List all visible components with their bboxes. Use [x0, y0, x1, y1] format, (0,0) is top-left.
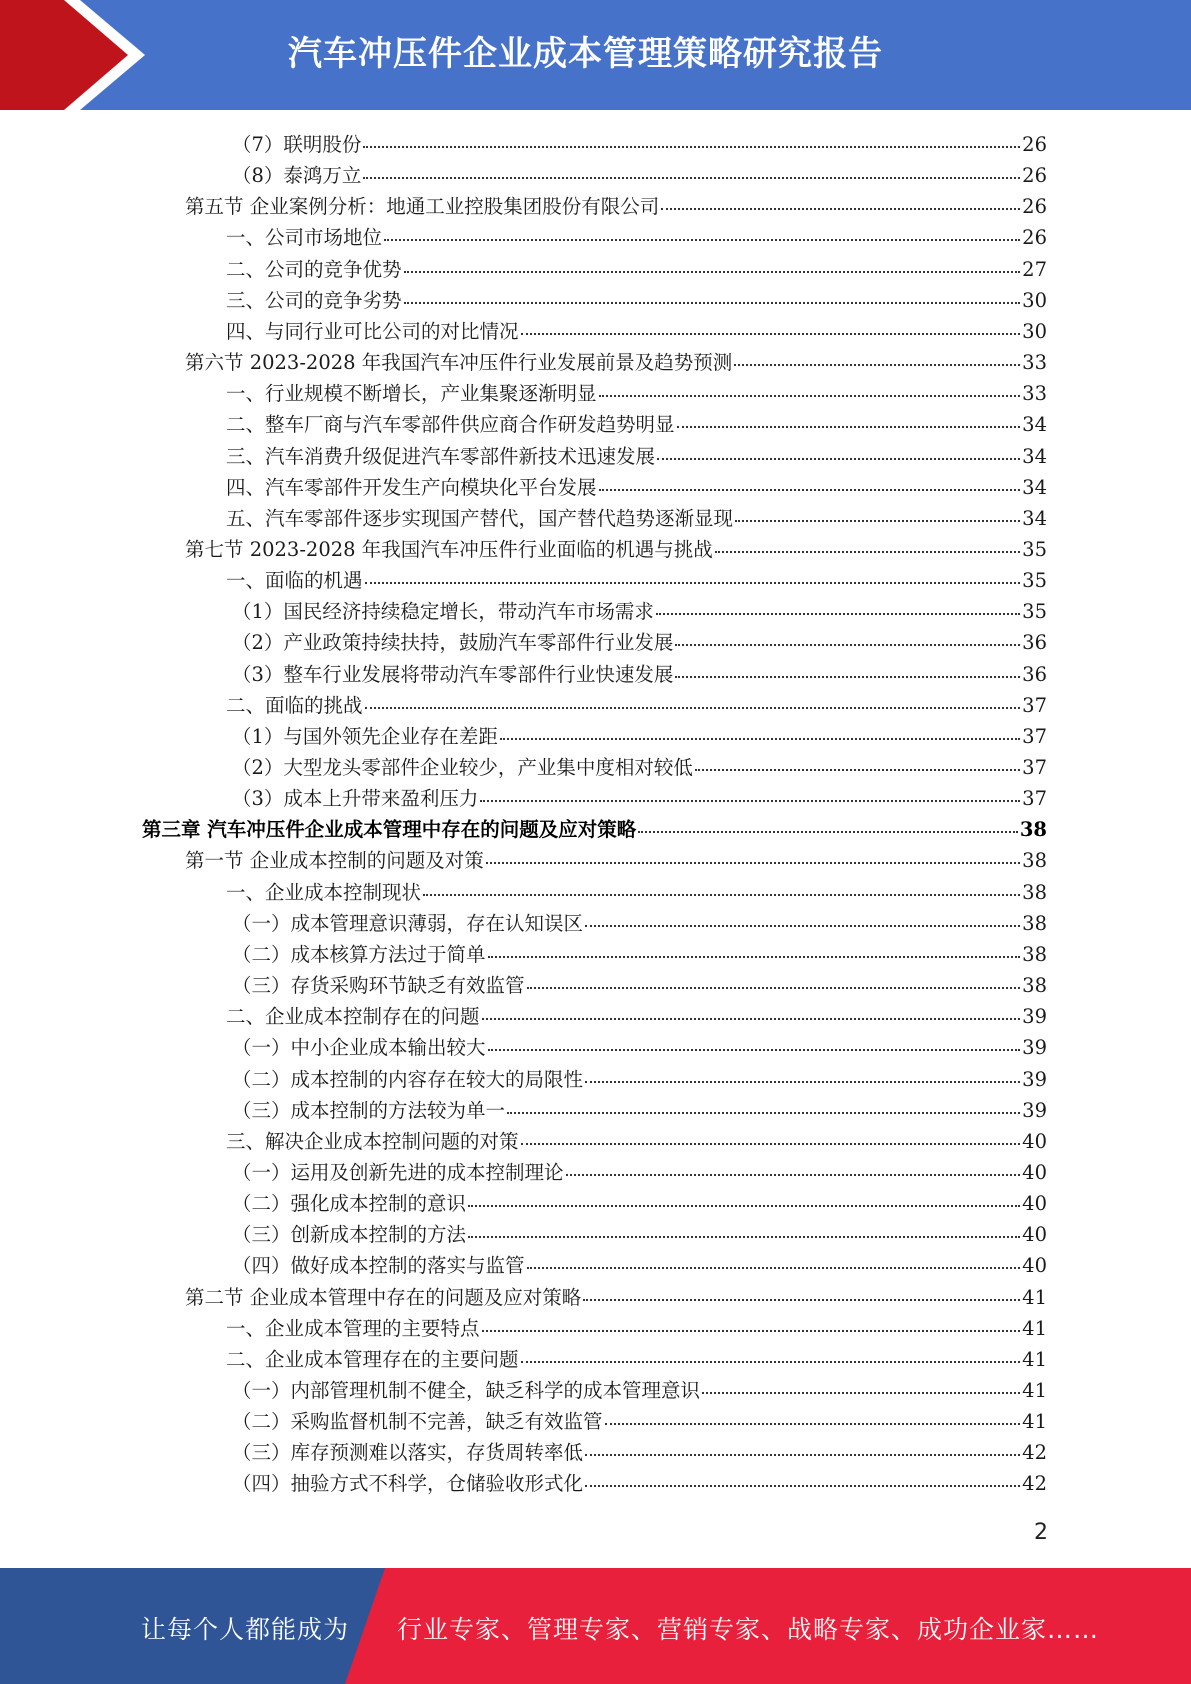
- toc-entry-title: （三）成本控制的方法较为单一: [232, 1098, 506, 1122]
- toc-entry: [232, 1061, 1047, 1092]
- toc-entry-title: 第五节 企业案例分析：地通工业控股集团股份有限公司: [185, 195, 660, 219]
- footer-slogan-left: 让每个人都能成为: [141, 1615, 350, 1644]
- toc-leader-dots: [363, 146, 1020, 148]
- toc-entry-page: 30: [1022, 288, 1047, 312]
- toc-entry-page: 36: [1022, 631, 1047, 655]
- toc-entry-page: 30: [1022, 319, 1047, 343]
- toc-entry-title: （四）做好成本控制的落实与监管: [232, 1254, 525, 1278]
- toc-entry: [232, 1434, 1047, 1465]
- toc-entry: [226, 282, 1047, 313]
- toc-leader-dots: [365, 707, 1021, 709]
- toc-entry-page: 37: [1022, 787, 1047, 811]
- toc-entry-page: 35: [1022, 600, 1047, 624]
- toc-entry: [232, 1154, 1047, 1185]
- toc-entry-page: 26: [1022, 164, 1047, 188]
- toc-entry-title: （8）泰鸿万立: [232, 164, 362, 188]
- toc-entry-title: 一、面临的机遇: [226, 569, 363, 593]
- toc-entry-title: 二、企业成本管理存在的主要问题: [226, 1347, 519, 1371]
- header-arrow-decoration: [0, 0, 160, 110]
- toc-leader-dots: [363, 177, 1020, 179]
- toc-entry: [226, 313, 1047, 344]
- toc-entry-title: （2）大型龙头零部件企业较少，产业集中度相对较低: [232, 756, 693, 779]
- toc-entry-page: 39: [1022, 1098, 1047, 1122]
- toc-entry-title: （二）成本核算方法过于简单: [232, 942, 486, 966]
- toc-entry-page: 40: [1022, 1192, 1047, 1216]
- toc-entry-page: 40: [1022, 1129, 1047, 1153]
- toc-entry-page: 39: [1022, 1036, 1047, 1060]
- toc-leader-dots: [468, 1236, 1020, 1238]
- toc-entry-title: 一、企业成本控制现状: [226, 880, 422, 904]
- toc-entry-page: 40: [1022, 1160, 1047, 1184]
- toc-entry-page: 34: [1022, 506, 1047, 530]
- toc-entry: [226, 1123, 1047, 1154]
- page-header: [0, 0, 1191, 110]
- toc-entry-title: 一、企业成本管理的主要特点: [226, 1316, 480, 1340]
- toc-leader-dots: [488, 1049, 1021, 1051]
- toc-entry-title: （1）国民经济持续稳定增长，带动汽车市场需求: [232, 600, 654, 624]
- toc-entry: [232, 1029, 1047, 1060]
- toc-entry-title: （3）成本上升带来盈利压力: [232, 787, 479, 811]
- toc-leader-dots: [599, 489, 1021, 491]
- toc-entry: [226, 562, 1047, 593]
- toc-entry-title: （三）存货采购环节缺乏有效监管: [232, 974, 525, 998]
- toc-entry-page: 27: [1022, 257, 1047, 281]
- toc-entry-page: 34: [1022, 475, 1047, 499]
- toc-entry: [226, 251, 1047, 282]
- toc-entry-page: 40: [1022, 1223, 1047, 1247]
- toc-entry: [232, 1247, 1047, 1278]
- toc-entry: [232, 718, 1047, 749]
- toc-entry-page: 36: [1022, 662, 1047, 686]
- toc-leader-dots: [702, 1392, 1020, 1394]
- toc-entry: [232, 1185, 1047, 1216]
- toc-entry: [226, 998, 1047, 1029]
- toc-entry-page: 41: [1022, 1316, 1047, 1340]
- toc-leader-dots: [585, 1454, 1020, 1456]
- toc-entry-title: 二、面临的挑战: [226, 693, 363, 717]
- toc-entry-title: 二、企业成本控制存在的问题: [226, 1005, 480, 1029]
- toc-entry: [232, 1465, 1047, 1496]
- toc-leader-dots: [661, 208, 1020, 210]
- toc-leader-dots: [404, 302, 1021, 304]
- toc-leader-dots: [599, 395, 1021, 397]
- toc-entry-page: 37: [1022, 693, 1047, 717]
- toc-entry-page: 39: [1022, 1005, 1047, 1029]
- toc-entry-page: 41: [1022, 1379, 1047, 1402]
- toc-entry-title: 五、汽车零部件逐步实现国产替代，国产替代趋势逐渐显现: [226, 506, 734, 530]
- toc-leader-dots: [521, 1143, 1021, 1145]
- toc-leader-dots: [365, 582, 1021, 584]
- toc-entry: [185, 842, 1047, 873]
- toc-entry-page: 38: [1022, 974, 1047, 998]
- toc-entry-title: 第二节 企业成本管理中存在的问题及应对策略: [185, 1285, 582, 1309]
- toc-entry-title: （二）强化成本控制的意识: [232, 1192, 467, 1216]
- toc-leader-dots: [605, 1423, 1021, 1425]
- toc-entry-title: （3）整车行业发展将带动汽车零部件行业快速发展: [232, 662, 674, 686]
- toc-leader-dots: [468, 1205, 1020, 1207]
- toc-chapter-entry: [142, 811, 1047, 842]
- toc-entry-page: 41: [1022, 1285, 1047, 1309]
- toc-entry-title: 第七节 2023-2028 年我国汽车冲压件行业面临的机遇与挑战: [185, 537, 713, 561]
- toc-entry-page: 26: [1022, 195, 1047, 219]
- toc-leader-dots: [585, 1081, 1020, 1083]
- toc-entry: [232, 126, 1047, 157]
- toc-entry: [226, 375, 1047, 406]
- toc-entry-page: 33: [1022, 382, 1047, 406]
- toc-leader-dots: [566, 1174, 1021, 1176]
- toc-leader-dots: [384, 239, 1020, 241]
- toc-entry-page: 35: [1022, 569, 1047, 593]
- toc-leader-dots: [423, 894, 1020, 896]
- toc-leader-dots: [404, 271, 1021, 273]
- toc-leader-dots: [482, 1018, 1021, 1020]
- page-footer: [0, 1568, 1191, 1684]
- toc-leader-dots: [521, 333, 1021, 335]
- toc-entry: [232, 157, 1047, 188]
- toc-entry: [232, 967, 1047, 998]
- page-number: 2: [1034, 1520, 1048, 1545]
- toc-entry: [232, 1216, 1047, 1247]
- toc-entry-page: 26: [1022, 133, 1047, 156]
- toc-leader-dots: [486, 862, 1020, 864]
- toc-leader-dots: [657, 458, 1020, 460]
- toc-entry-title: 四、与同行业可比公司的对比情况: [226, 319, 519, 343]
- toc-entry-page: 37: [1022, 724, 1047, 748]
- toc-entry: [232, 905, 1047, 936]
- toc-leader-dots: [482, 1330, 1021, 1332]
- toc-entry: [232, 656, 1047, 687]
- toc-entry-page: 39: [1022, 1067, 1047, 1091]
- toc-entry-title: （四）抽验方式不科学，仓储验收形式化: [232, 1472, 584, 1496]
- toc-entry-title: 一、公司市场地位: [226, 226, 383, 250]
- toc-entry-title: （2）产业政策持续扶持，鼓励汽车零部件行业发展: [232, 631, 674, 655]
- toc-entry: [185, 1279, 1047, 1310]
- toc-entry: [226, 874, 1047, 905]
- toc-entry-title: 三、公司的竞争劣势: [226, 288, 402, 312]
- toc-entry-title: （三）创新成本控制的方法: [232, 1223, 467, 1247]
- toc-leader-dots: [735, 520, 1020, 522]
- toc-entry: [232, 1403, 1047, 1434]
- toc-entry-page: 42: [1022, 1472, 1047, 1496]
- toc-leader-dots: [675, 644, 1020, 646]
- toc-entry-page: 38: [1019, 818, 1047, 842]
- toc-entry-page: 38: [1022, 880, 1047, 904]
- toc-entry-title: （1）与国外领先企业存在差距: [232, 724, 498, 748]
- toc-leader-dots: [715, 551, 1020, 553]
- toc-entry: [232, 1372, 1047, 1403]
- toc-entry: [226, 219, 1047, 250]
- toc-leader-dots: [677, 426, 1021, 428]
- toc-entry-title: （一）运用及创新先进的成本控制理论: [232, 1160, 564, 1184]
- toc-entry-page: 33: [1022, 351, 1047, 375]
- toc-entry-title: （三）库存预测难以落实，存货周转率低: [232, 1441, 584, 1465]
- toc-leader-dots: [507, 1112, 1020, 1114]
- footer-slogan-right: 行业专家、管理专家、营销专家、战略专家、成功企业家……: [397, 1615, 1100, 1644]
- toc-entry: [185, 188, 1047, 219]
- toc-leader-dots: [585, 925, 1020, 927]
- toc-leader-dots: [480, 800, 1020, 802]
- toc-leader-dots: [583, 1299, 1020, 1301]
- toc-entry-page: 37: [1022, 756, 1047, 779]
- toc-leader-dots: [656, 613, 1020, 615]
- toc-entry: [226, 1341, 1047, 1372]
- toc-entry-title: 四、汽车零部件开发生产向模块化平台发展: [226, 475, 597, 499]
- toc-entry: [232, 936, 1047, 967]
- toc-leader-dots: [638, 831, 1018, 833]
- toc-leader-dots: [695, 769, 1020, 771]
- toc-entry: [185, 531, 1047, 562]
- toc-entry: [226, 406, 1047, 437]
- toc-entry: [232, 780, 1047, 811]
- toc-entry-page: 40: [1022, 1254, 1047, 1278]
- toc-entry-page: 38: [1022, 849, 1047, 873]
- toc-leader-dots: [521, 1361, 1021, 1363]
- toc-entry-page: 42: [1022, 1441, 1047, 1465]
- toc-entry-title: 一、行业规模不断增长，产业集聚逐渐明显: [226, 382, 597, 406]
- toc-entry-page: 41: [1022, 1410, 1047, 1434]
- toc-entry: [226, 1310, 1047, 1341]
- toc-entry-title: 第一节 企业成本控制的问题及对策: [185, 849, 484, 873]
- toc-leader-dots: [675, 676, 1020, 678]
- toc-entry-title: 第六节 2023-2028 年我国汽车冲压件行业发展前景及趋势预测: [185, 351, 733, 375]
- toc-entry: [232, 749, 1047, 780]
- toc-entry-title: （一）内部管理机制不健全，缺乏科学的成本管理意识: [232, 1379, 701, 1402]
- toc-leader-dots: [585, 1485, 1020, 1487]
- toc-entry-page: 35: [1022, 537, 1047, 561]
- toc-entry-title: 三、汽车消费升级促进汽车零部件新技术迅速发展: [226, 444, 656, 468]
- toc-entry-title: 二、公司的竞争优势: [226, 257, 402, 281]
- toc-entry-title: （一）中小企业成本输出较大: [232, 1036, 486, 1060]
- toc-entry: [226, 438, 1047, 469]
- toc-entry: [226, 469, 1047, 500]
- toc-leader-dots: [500, 738, 1020, 740]
- toc-entry: [226, 500, 1047, 531]
- toc-entry-page: 38: [1022, 942, 1047, 966]
- toc-entry: [232, 624, 1047, 655]
- toc-entry-title: 第三章 汽车冲压件企业成本管理中存在的问题及应对策略: [142, 818, 637, 842]
- toc-entry-page: 34: [1022, 413, 1047, 437]
- toc-leader-dots: [734, 364, 1020, 366]
- toc-entry: [185, 344, 1047, 375]
- toc-entry-page: 41: [1022, 1347, 1047, 1371]
- toc-entry-title: 三、解决企业成本控制问题的对策: [226, 1129, 519, 1153]
- toc-entry-title: （7）联明股份: [232, 133, 362, 156]
- toc-entry-title: 二、整车厂商与汽车零部件供应商合作研发趋势明显: [226, 413, 675, 437]
- toc-entry: [232, 1092, 1047, 1123]
- toc-leader-dots: [527, 987, 1021, 989]
- toc-entry: [232, 593, 1047, 624]
- toc-entry-page: 26: [1022, 226, 1047, 250]
- toc-entry-page: 34: [1022, 444, 1047, 468]
- toc-entry: [226, 687, 1047, 718]
- toc-entry-title: （一）成本管理意识薄弱，存在认知误区: [232, 911, 584, 935]
- report-title: 汽车冲压件企业成本管理策略研究报告: [288, 34, 883, 74]
- toc-leader-dots: [488, 956, 1021, 958]
- toc-leader-dots: [527, 1267, 1021, 1269]
- toc-entry-title: （二）采购监督机制不完善，缺乏有效监管: [232, 1410, 603, 1434]
- toc-entry-page: 38: [1022, 911, 1047, 935]
- toc-entry-title: （二）成本控制的内容存在较大的局限性: [232, 1067, 584, 1091]
